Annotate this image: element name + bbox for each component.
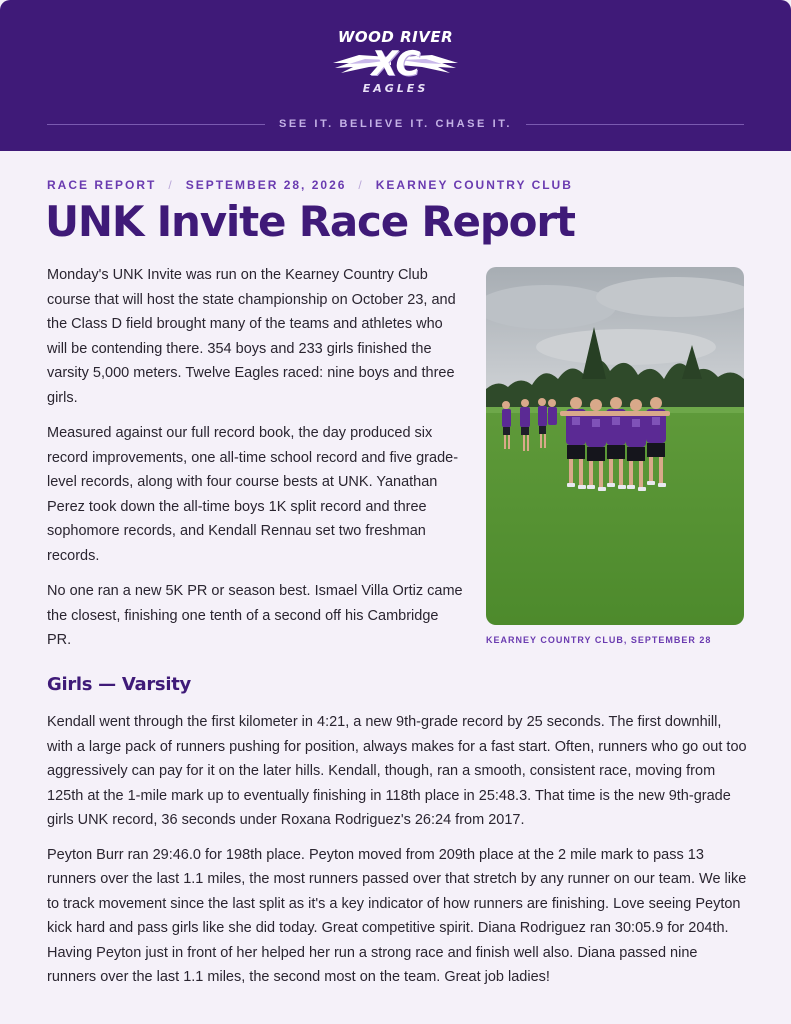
logo-xc: XC	[371, 44, 420, 84]
logo-mascot: EAGLES	[362, 82, 429, 95]
intro-paragraph: No one ran a new 5K PR or season best. Ismael Villa Ortiz came the closest, finishing one tenth of a second off his Cambridge PR.	[47, 583, 463, 648]
section-paragraph: Kendall went through the first kilometer in 4:21, a new 9th-grade record by 25 seconds. The first downhill, with a large pack of runners pushing for position, always makes for a fast start. Often, runners who go out too aggressively can pay for it on the later hills. Kendall, though, ran a smooth, consistent race, moving from 125th at the 1-mile mark up to eventually finishing in 118th place in 25:48.3. That time is the new 9th-grade girls UNK record, 36 seconds under Roxana Rodriguez's 26:24 from 2017.	[47, 714, 747, 828]
article-meta	[47, 178, 573, 192]
intro-paragraph: Monday's UNK Invite was run on the Kearney Country Club course that will host the state championship on October 23, and the Class D field brought many of the teams and athletes who will be contending there. 354 boys and 233 girls finished the varsity 5,000 meters. Twelve Eagles raced: nine boys and three girls.	[47, 267, 456, 406]
section-body	[47, 710, 747, 1000]
photo-caption: KEARNEY COUNTRY CLUB, SEPTEMBER 28	[486, 635, 712, 645]
meta-location: KEARNEY COUNTRY CLUB	[375, 178, 573, 192]
section-heading: Girls — Varsity	[47, 674, 191, 695]
article-intro	[47, 263, 465, 664]
section-paragraph: Peyton Burr ran 29:46.0 for 198th place. Peyton moved from 209th place at the 2 mile mark to pass 13 runners over the last 1.1 miles, the most runners passed over that stretch by any runner on our team. We like to track movement since the last split as it's a key indicator of how runners are finishing. Love seeing Peyton kick hard and pass girls like she did today. Great competitive spirit. Diana Rodriguez ran 30:05.9 for 204th. Having Peyton just in front of her helped her run a strong race and finish well also. Diana passed nine runners over the last 1.1 miles, the second most on the team. Great job ladies!	[47, 846, 747, 985]
intro-paragraph: Measured against our full record book, the day produced six record improvements, one all-time school record and five grade-level records, along with four course bests at UNK. Yanathan Perez took down the all-time boys 1K split record and three sophomore records, and Kendall Rennau set two freshman records.	[47, 425, 459, 564]
meta-section: RACE REPORT	[47, 178, 157, 192]
page-title: UNK Invite Race Report	[45, 197, 575, 246]
tagline: SEE IT. BELIEVE IT. CHASE IT.	[278, 118, 513, 130]
tagline-row	[47, 118, 744, 130]
site-header	[0, 0, 791, 151]
team-photo[interactable]	[486, 267, 744, 625]
meta-separator: /	[358, 178, 364, 192]
team-logo[interactable]	[0, 28, 791, 96]
tagline-rule-right	[526, 124, 744, 125]
team-huddle-image	[486, 267, 744, 625]
meta-date: SEPTEMBER 28, 2026	[185, 178, 347, 192]
tagline-rule-left	[47, 124, 265, 125]
meta-separator: /	[168, 178, 174, 192]
logo-mark	[0, 44, 791, 84]
logo-school-name: WOOD RIVER	[337, 28, 454, 46]
